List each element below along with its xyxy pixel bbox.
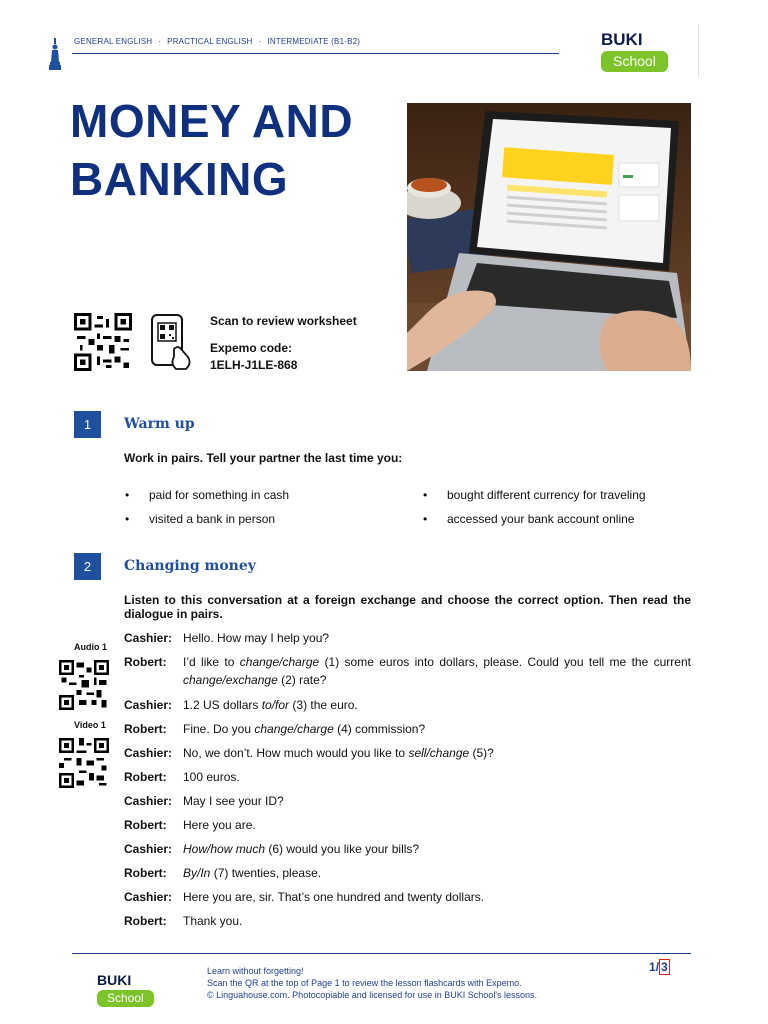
title-line: BANKING — [70, 153, 289, 205]
header-vertical-divider — [698, 24, 699, 78]
dialogue-line — [124, 653, 691, 689]
dialogue-text — [183, 792, 691, 810]
logo-brand: BUKI — [601, 30, 643, 49]
dialogue-text — [183, 864, 691, 882]
dialogue-text — [183, 888, 691, 906]
dialogue-speaker: Robert: — [124, 914, 167, 928]
dialogue-text — [183, 768, 691, 786]
list-item — [125, 488, 289, 502]
page-number — [649, 960, 670, 974]
title-line: MONEY AND — [70, 95, 354, 147]
dialogue-text-part: 1.2 US dollars — [183, 698, 262, 712]
page-title — [70, 92, 400, 208]
page-separator: / — [655, 960, 660, 974]
dialogue-line — [124, 696, 691, 714]
dialogue-line — [124, 816, 691, 834]
buki-school-logo — [601, 31, 685, 72]
dialogue-text-part: Fine. Do you — [183, 722, 255, 736]
dialogue-line — [124, 792, 691, 810]
dialogue-text — [183, 744, 691, 762]
dialogue-speaker: Robert: — [124, 866, 167, 880]
audio-label: Audio 1 — [74, 642, 107, 652]
footer-line: Learn without forgetting! — [207, 966, 304, 976]
dialogue-line — [124, 912, 691, 930]
section-number: 2 — [74, 553, 101, 580]
breadcrumb-item: INTERMEDIATE (B1-B2) — [267, 37, 361, 46]
dialogue-speaker: Cashier: — [124, 746, 173, 760]
video-label: Video 1 — [74, 720, 106, 730]
dialogue-line — [124, 768, 691, 786]
dialogue-speaker: Cashier: — [124, 631, 173, 645]
video-qr-code[interactable] — [58, 738, 110, 788]
section-title-changing-money: Changing money — [124, 558, 256, 574]
page-current: 1 — [649, 960, 656, 974]
list-item-text: accessed your bank account online — [447, 512, 635, 526]
list-item — [423, 512, 634, 526]
dialogue-line — [124, 888, 691, 906]
laptop-banking-photo — [407, 103, 691, 371]
worksheet-qr-code[interactable] — [73, 313, 133, 371]
phone-scan-icon — [150, 313, 192, 371]
footer-divider — [72, 953, 691, 954]
dialogue-text — [183, 653, 691, 689]
answer-option: to/for — [261, 698, 290, 712]
breadcrumb-item: GENERAL ENGLISH — [74, 37, 153, 46]
breadcrumb — [74, 37, 360, 46]
dialogue-text-part: (1) some euros into dollars, please. Could you tell me the current — [319, 655, 691, 669]
logo-sub: School — [601, 51, 668, 72]
dialogue-text-part: Here you are, sir. That’s one hundred and twenty dollars. — [183, 890, 485, 904]
dialogue-text-part: (6) would you like your bills? — [265, 842, 420, 856]
dialogue-line — [124, 864, 691, 882]
list-item — [125, 512, 275, 526]
expemo-code-label: Expemo code: — [210, 341, 293, 355]
page-total: 3 — [661, 960, 668, 974]
dialogue-speaker: Cashier: — [124, 890, 173, 904]
dialogue-text-part: 100 euros. — [183, 770, 240, 784]
answer-option: change/charge — [254, 722, 334, 736]
breadcrumb-separator: · — [258, 37, 262, 46]
list-item-text: paid for something in cash — [149, 488, 290, 502]
answer-option: By/In — [183, 866, 211, 880]
footer-text — [207, 965, 537, 1001]
breadcrumb-item: PRACTICAL ENGLISH — [167, 37, 253, 46]
bullet-icon: • — [125, 488, 130, 502]
dialogue-text-part: No, we don’t. How much would you like to — [183, 746, 409, 760]
answer-option: change/exchange — [183, 673, 278, 687]
dialogue-line — [124, 720, 691, 738]
logo-brand: BUKI — [97, 972, 132, 988]
dialogue-speaker: Cashier: — [124, 698, 173, 712]
statue-of-liberty-icon — [48, 38, 62, 70]
dialogue-text-part: Here you are. — [183, 818, 256, 832]
dialogue-text-part: (5)? — [469, 746, 494, 760]
dialogue-text-part: (3) the euro. — [289, 698, 358, 712]
buki-school-logo-footer — [97, 973, 181, 1007]
footer-line: Scan the QR at the top of Page 1 to review the lesson flashcards with Expemo. — [207, 978, 522, 988]
bullet-icon: • — [125, 512, 130, 526]
dialogue-text — [183, 912, 691, 930]
audio-qr-code[interactable] — [58, 660, 110, 710]
section-instruction: Listen to this conversation at a foreign exchange and choose the correct option. Then read the dialogue in pairs. — [124, 593, 691, 621]
answer-option: change/charge — [239, 655, 320, 669]
bullet-icon: • — [423, 512, 428, 526]
answer-option: How/how much — [183, 842, 266, 856]
section-title-warm-up: Warm up — [124, 416, 195, 432]
list-item-text: visited a bank in person — [149, 512, 276, 526]
dialogue-line — [124, 840, 691, 858]
dialogue-text — [183, 840, 691, 858]
dialogue-text — [183, 816, 691, 834]
section-number: 1 — [74, 411, 101, 438]
dialogue-speaker: Robert: — [124, 818, 167, 832]
dialogue-text-part: (7) twenties, please. — [210, 866, 322, 880]
breadcrumb-separator: · — [158, 37, 162, 46]
expemo-code: 1ELH-J1LE-868 — [210, 358, 298, 372]
dialogue-text — [183, 696, 691, 714]
bullet-icon: • — [423, 488, 428, 502]
list-item-text: bought different currency for traveling — [447, 488, 646, 502]
dialogue-text — [183, 629, 691, 647]
section-instruction: Work in pairs. Tell your partner the last time you: — [124, 451, 403, 465]
dialogue-text-part: (2) rate? — [277, 673, 327, 687]
logo-sub: School — [97, 990, 154, 1007]
dialogue-text-part: Thank you. — [183, 914, 243, 928]
dialogue-text-part: (4) commission? — [333, 722, 426, 736]
dialogue-speaker: Cashier: — [124, 842, 173, 856]
dialogue-line — [124, 744, 691, 762]
dialogue-speaker: Robert: — [124, 722, 167, 736]
answer-option: sell/change — [408, 746, 470, 760]
footer-line: © Linguahouse.com. Photocopiable and licensed for use in BUKI School's lessons. — [207, 990, 538, 1000]
dialogue-speaker: Robert: — [124, 770, 167, 784]
dialogue-text-part: Hello. How may I help you? — [183, 631, 330, 645]
dialogue-text-part: May I see your ID? — [183, 794, 284, 808]
scan-review-label: Scan to review worksheet — [210, 314, 357, 328]
header-divider — [72, 53, 559, 54]
dialogue-text — [183, 720, 691, 738]
dialogue-line — [124, 629, 691, 647]
dialogue-text-part: I’d like to — [183, 655, 240, 669]
scan-info — [210, 313, 357, 384]
list-item — [423, 488, 646, 502]
dialogue-speaker: Cashier: — [124, 794, 173, 808]
dialogue-speaker: Robert: — [124, 655, 167, 669]
